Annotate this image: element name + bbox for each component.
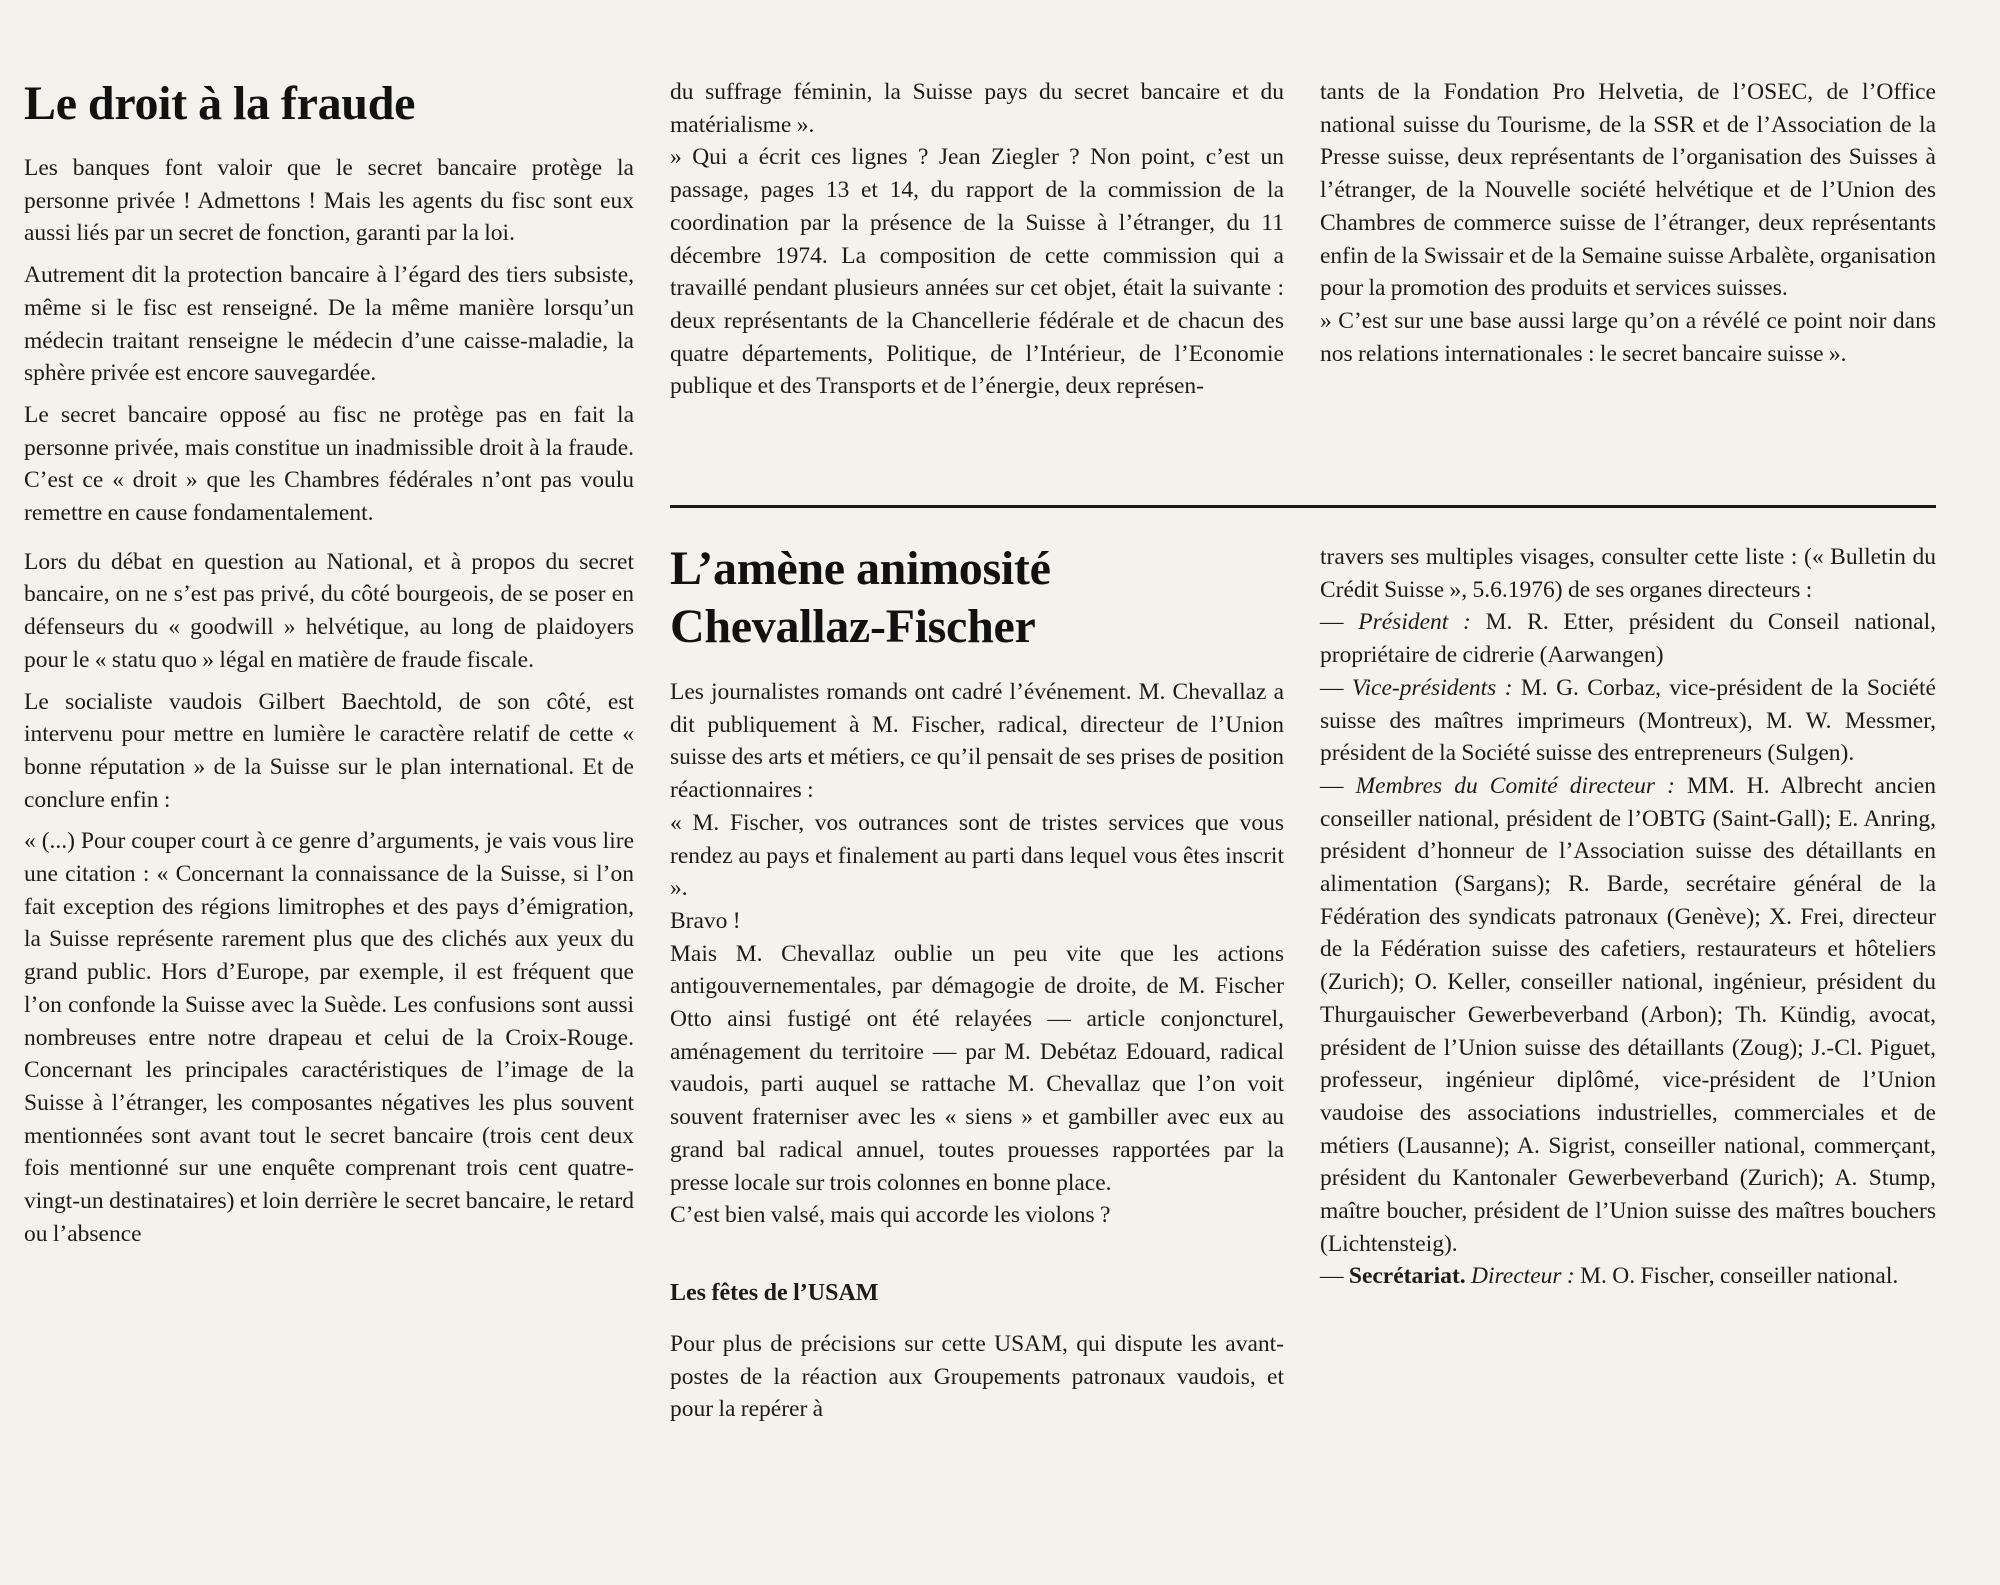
text: M. R. Etter, président du Conseil national, propriétaire de cidrerie (Aarwangen) xyxy=(1320,609,1937,669)
label-secretariat: Secrétariat. xyxy=(1348,1263,1466,1290)
text: MM. H. Albrecht ancien conseiller national, président de l’OBTG (Saint-Gall); E. Anring, président d’honneur de l’Association suisse des détaillants en alimentation (Sargans); R. Barde, secrétaire général de la Fédération des syndicats patronaux (Genève); X. Frei, directeur de la Fédération suisse des cafetiers, restaurateurs et hôteliers (Zurich); O. Keller, conseiller national, ingénieur, président du Thurgauischer Gewerbeverband (Arbon); Th. Kündig, avocat, président de l’Union suisse des détaillants (Zoug); J.-Cl. Piguet, professeur, ingénieur diplômé, vice-président de l’Union vaudoise des associations industrielles, commerciales et de métiers (Lausanne); A. Sigrist, conseiller national, commerçant, président du Kantonaler Gewerbeverband (Zurich); A. Stump, maître boucher, président de l’Union suisse des maîtres bouchers (Lichtensteig). xyxy=(1320,772,1936,1257)
article-title-fraude: Le droit à la fraude xyxy=(24,77,416,130)
dash: — xyxy=(1320,674,1352,701)
column-3-top xyxy=(1320,76,1936,370)
label-vice: Vice-présidents : xyxy=(1351,674,1513,701)
subheading-usam: Les fêtes de l’USAM xyxy=(670,1279,879,1306)
quote-paragraph: « (...) Pour couper court à ce genre d’arguments, je vais vous lire une citation : « Concernant la connaissance de la Suisse, si l’on fait exception des régions limitrophes et des pays d’émigration, la Suisse représente rarement plus que des clichés aux yeux du grand public. Hors d’Europe, par exemple, il est fréquent que l’on confonde la Suisse avec la Suède. Les confusions sont aussi nombreuses entre notre drapeau et celui de la Croix-Rouge. Concernant les principales caractéristiques de l’image de la Suisse à l’étranger, les composantes négatives les plus souvent mentionnées sont avant tout le secret bancaire (trois cent deux fois mentionné sur une enquête comprenant trois cent quatre-vingt-un destinataires) et loin derrière le secret bancaire, le retard ou l’absence xyxy=(24,828,634,1247)
section-divider xyxy=(670,505,1936,508)
paragraph: » Qui a écrit ces lignes ? Jean Ziegler ? Non point, c’est un passage, pages 13 et 14, du rapport de la commission de la coordination par la présence de la Suisse à l’étranger, du 11 décembre 1974. La composition de cette commission qui a travaillé pendant plusieurs années sur cet objet, était la suivante : deux représentants de la Chancellerie fédérale et de chacun des quatre départements, Politique, de l’Intérieur, de l’Economie publique et des Transports et de l’énergie, deux représen- xyxy=(670,144,1284,400)
list-item-president xyxy=(1320,606,1936,671)
title-line-2: Chevallaz-Fischer xyxy=(670,600,1036,653)
paragraph: tants de la Fondation Pro Helvetia, de l’OSEC, de l’Office national suisse du Tourisme, de la SSR et de l’Association de la Presse suisse, deux représentants de l’organisation des Suisses à l’étranger, de la Nouvelle société helvétique et de l’Union des Chambres de commerce suisse de l’étranger, deux représentants enfin de la Swissair et de la Semaine suisse Arbalète, organisation pour la promotion des produits et services suisses. xyxy=(1320,79,1936,302)
text: M. O. Fischer, conseiller national. xyxy=(1574,1263,1899,1290)
paragraph: Les journalistes romands ont cadré l’événement. M. Chevallaz a dit publiquement à M. Fischer, radical, directeur de l’Union suisse des arts et métiers, ce qu’il pensait de ses prises de position réactionnaires : xyxy=(670,679,1284,804)
label-director: Directeur : xyxy=(1471,1263,1575,1290)
column-3-bottom xyxy=(1320,541,1936,1293)
paragraph: Bravo ! xyxy=(670,907,741,934)
paragraph: « M. Fischer, vos outrances sont de tristes services que vous rendez au pays et finalement au parti dans lequel vous êtes inscrit ». xyxy=(670,809,1284,902)
paragraph: C’est bien valsé, mais qui accorde les violons ? xyxy=(670,1202,1111,1229)
paragraph: travers ses multiples visages, consulter cette liste : (« Bulletin du Crédit Suisse », 5.6.1976) de ses organes directeurs : xyxy=(1320,544,1936,603)
paragraph: Lors du débat en question au National, et à propos du secret bancaire, on ne s’est pas privé, du côté bourgeois, de se poser en défenseurs du « goodwill » helvétique, au long de plaidoyers pour le « statu quo » légal en matière de fraude fiscale. xyxy=(24,548,634,673)
article-title-chevallaz xyxy=(670,540,1284,656)
paragraph: du suffrage féminin, la Suisse pays du secret bancaire et du matérialisme ». xyxy=(670,79,1284,138)
dash: — xyxy=(1320,609,1359,636)
paragraph: Les banques font valoir que le secret bancaire protège la personne privée ! Admettons ! Mais les agents du fisc sont eux aussi liés par un secret de fonction, garanti par la loi. xyxy=(24,155,634,247)
list-item-vice xyxy=(1320,672,1936,770)
dash: — xyxy=(1320,1263,1349,1290)
paragraph: Pour plus de précisions sur cette USAM, qui dispute les avant-postes de la réaction aux Groupements patronaux vaudois, et pour la repérer à xyxy=(670,1330,1284,1423)
paragraph: » C’est sur une base aussi large qu’on a révélé ce point noir dans nos relations internationales : le secret bancaire suisse ». xyxy=(1320,307,1936,367)
dash: — xyxy=(1320,772,1356,799)
column-2-top xyxy=(670,76,1284,403)
column-2-bottom xyxy=(670,540,1284,1426)
label-president: Président : xyxy=(1358,609,1471,636)
text: M. G. Corbaz, vice-président de la Société suisse des maîtres imprimeurs (Montreux), M. W. Messmer, président de la Société suisse des entrepreneurs (Sulgen). xyxy=(1320,674,1936,767)
label-members: Membres du Comité directeur : xyxy=(1355,772,1675,799)
title-line-1: L’amène animosité xyxy=(670,542,1051,595)
list-item-members xyxy=(1320,770,1936,1261)
paragraph: Mais M. Chevallaz oublie un peu vite que les actions antigouvernementales, par démagogie de droite, de M. Fischer Otto ainsi fustigé ont été relayées — article conjoncturel, aménagement du territoire — par M. Debétaz Edouard, radical vaudois, parti auquel se rattache M. Chevallaz que l’on voit souvent fraterniser avec les « siens » et gambiller avec eux au grand bal radical annuel, toutes prouesses rapportées par la presse locale sur trois colonnes en bonne place. xyxy=(670,940,1284,1196)
column-1 xyxy=(24,76,634,1251)
paragraph: Le socialiste vaudois Gilbert Baechtold, de son côté, est intervenu pour mettre en lumière le caractère relatif de cette « bonne réputation » de la Suisse sur le plan international. Et de conclure enfin : xyxy=(24,688,634,813)
paragraph: Le secret bancaire opposé au fisc ne protège pas en fait la personne privée, mais constitue un inadmissible droit à la fraude. C’est ce « droit » que les Chambres fédérales n’ont pas voulu remettre en cause fondamentalement. xyxy=(24,401,634,527)
paragraph: Autrement dit la protection bancaire à l’égard des tiers subsiste, même si le fisc est renseigné. De la même manière lorsqu’un médecin traitant renseigne le médecin d’une caisse-maladie, la sphère privée est encore sauvegardée. xyxy=(24,262,634,387)
list-item-secretariat xyxy=(1320,1260,1936,1293)
